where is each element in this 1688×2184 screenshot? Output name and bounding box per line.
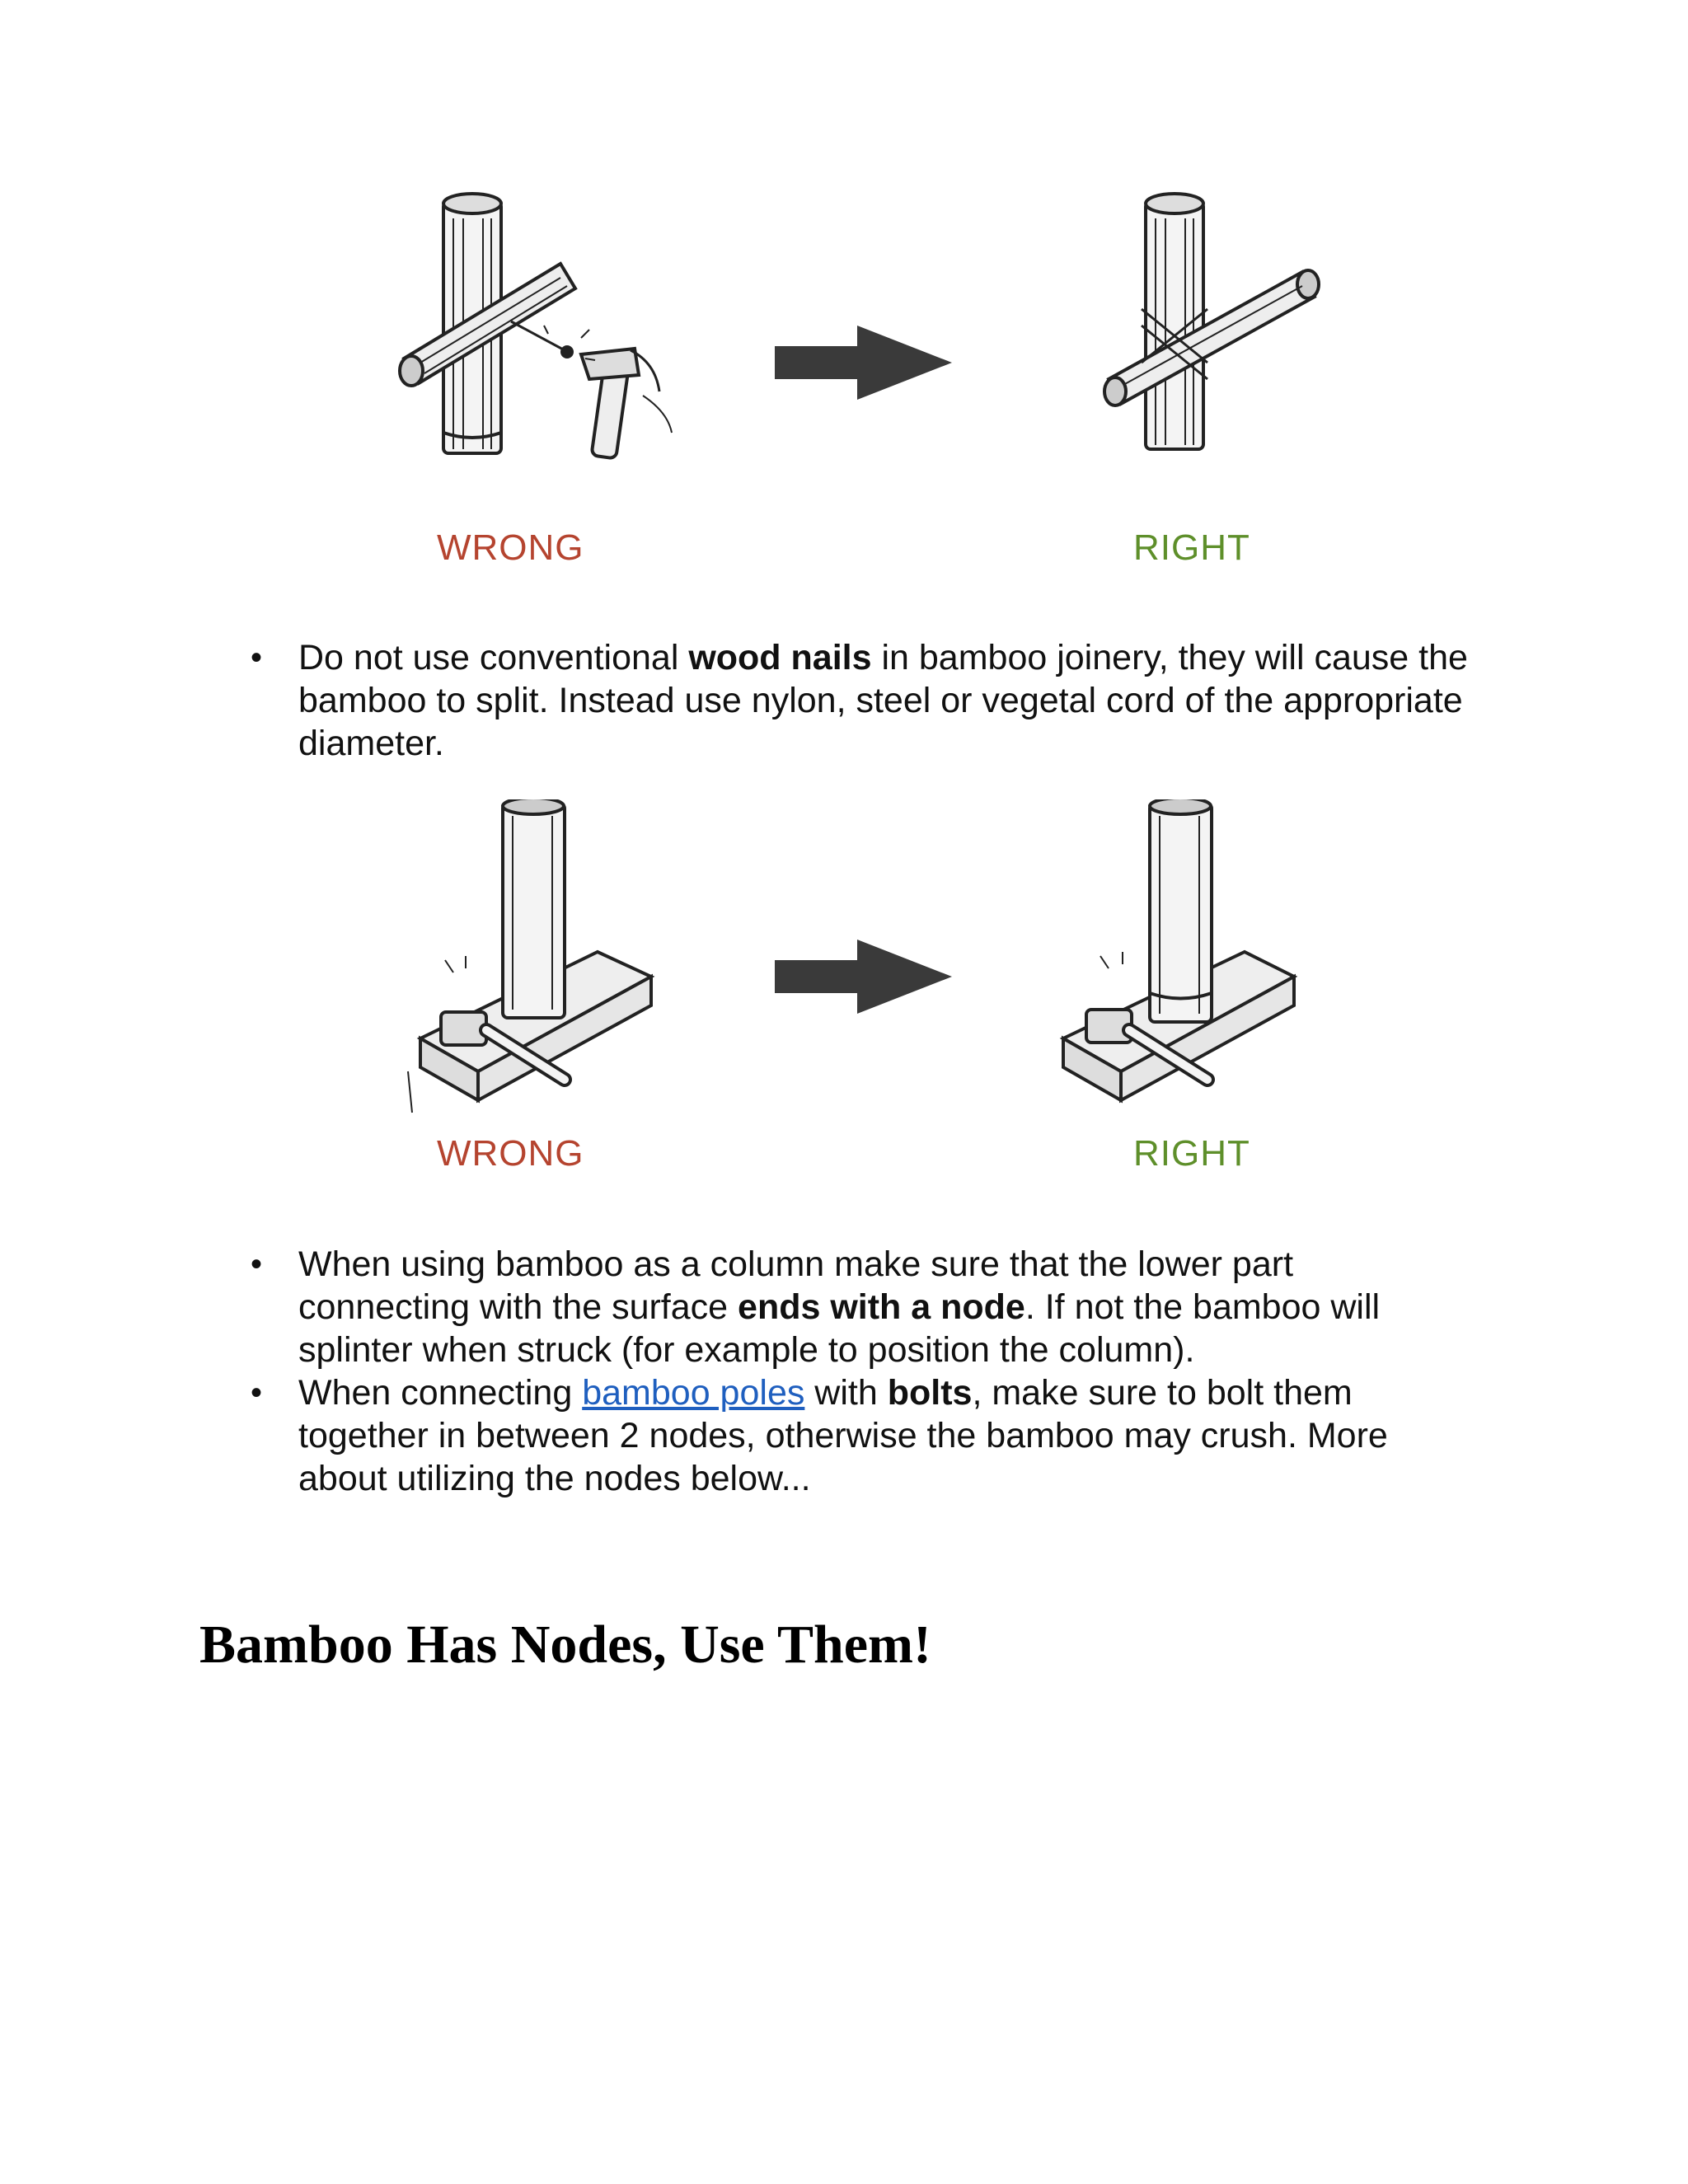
bamboo-nailed-joint-illustration (387, 185, 1335, 581)
list-item: • When connecting bamboo poles with bolts, make sure to bolt them together in between 2 nodes, otherwise the bamboo may crush. More about utilizing the nodes below... (251, 1373, 1388, 1498)
bamboo-poles-link[interactable]: bamboo poles (582, 1373, 805, 1413)
right-arrow-icon (775, 326, 952, 400)
bullet-list-2 (251, 1243, 1469, 1500)
bullet-icon: • (251, 1246, 263, 1282)
caption-right-2: RIGHT (1133, 1133, 1250, 1174)
figure-nail-vs-lashing (387, 185, 1335, 581)
right-arrow-icon (775, 940, 952, 1014)
caption-right-1: RIGHT (1133, 527, 1250, 568)
list-item: • Do not use conventional wood nails in bamboo joinery, they will cause the bamboo to split. Instead use nylon, steel or vegetal cord of the appropriate diameter. (251, 638, 1468, 763)
list-item: • When using bamboo as a column make sure that the lower part connecting with the surface ends with a node. If not the bamboo will splinter when struck (for example to position the column). (251, 1244, 1381, 1370)
bullet-icon: • (251, 1375, 263, 1411)
caption-wrong-2: WRONG (437, 1133, 584, 1174)
caption-wrong-1: WRONG (437, 527, 584, 568)
bamboo-column-illustration (387, 799, 1335, 1187)
figure-column-node (387, 799, 1335, 1187)
section-heading: Bamboo Has Nodes, Use Them! (199, 1615, 932, 1675)
bullet-icon: • (251, 640, 263, 676)
bullet-list-1 (251, 636, 1485, 765)
